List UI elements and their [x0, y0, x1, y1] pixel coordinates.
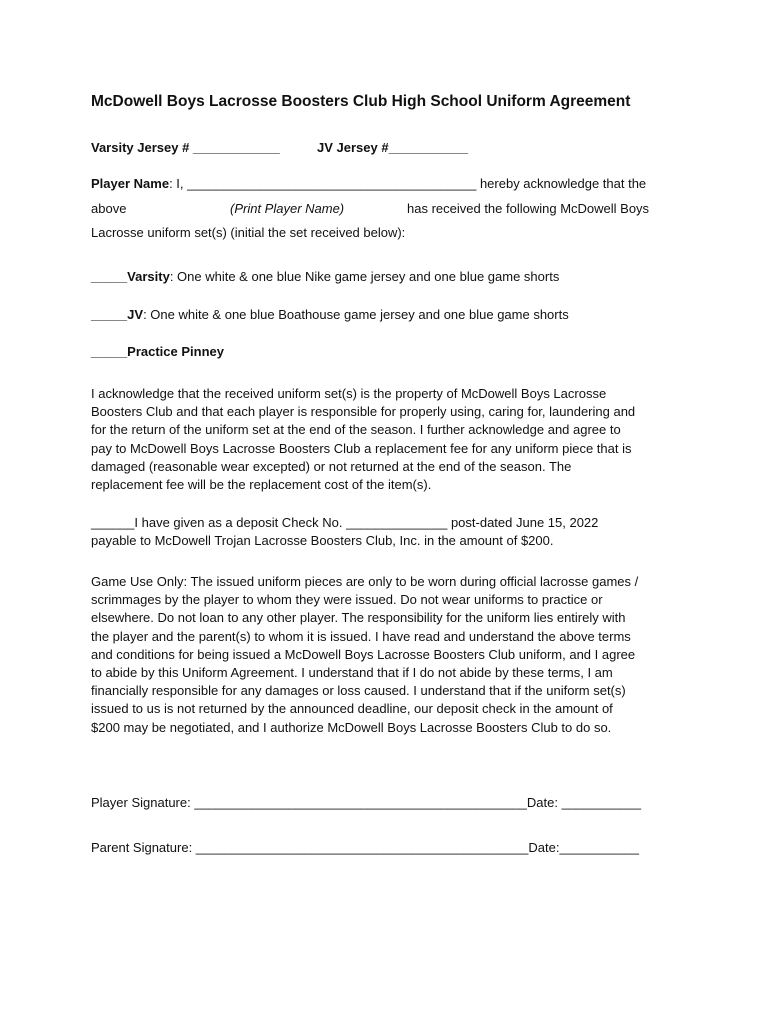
paragraph-line: pay to McDowell Boys Lacrosse Boosters Club a replacement fee for any uniform piece that is [91, 440, 632, 456]
document-title: McDowell Boys Lacrosse Boosters Club High School Uniform Agreement [91, 93, 631, 110]
player-name-label: Player Name [91, 176, 170, 191]
varsity-jersey-blank: ____________ [192, 140, 280, 155]
set-pinney-blank: _____ [91, 344, 128, 359]
paragraph-line: Game Use Only: The issued uniform pieces are only to be worn during official lacrosse games / [91, 574, 639, 589]
above-word: above [91, 201, 127, 216]
paragraph-line: Boosters Club and that each player is responsible for properly using, caring for, laundering and [91, 404, 636, 420]
paragraph-line: scrimmages by the player to whom they were issued. Do not wear uniforms to practice or [91, 592, 603, 608]
set-varsity-blank: _____ [91, 269, 128, 284]
paragraph-line: to abide by this Uniform Agreement. I understand that if I do not abide by these terms, I am [91, 665, 613, 681]
player-name-suffix: hereby acknowledge that the [476, 176, 647, 191]
jv-jersey-label: JV Jersey # [317, 140, 389, 155]
set-jv-desc: : One white & one blue Boathouse game jersey and one blue game shorts [143, 307, 569, 322]
jv-jersey-line [317, 139, 468, 157]
set-varsity-name: Varsity [127, 269, 170, 284]
varsity-jersey-line [91, 139, 280, 157]
parent-signature-line: Parent Signature: ______________________________________________Date:___________ [91, 840, 639, 855]
set-jv-blank: _____ [91, 307, 128, 322]
paragraph-line: replacement fee will be the replacement cost of the item(s). [91, 477, 432, 493]
paragraph-line: $200 may be negotiated, and I authorize McDowell Boys Lacrosse Boosters Club to do so. [91, 719, 612, 735]
set-jv-name: JV [127, 307, 144, 322]
player-name-blank: ________________________________________ [187, 176, 477, 191]
set-jv [91, 306, 569, 324]
player-name-line [91, 175, 646, 193]
paragraph-line: the player and the parent(s) to whom it is issued. I have read and understand the above terms [91, 628, 631, 644]
paragraph-line: ______I have given as a deposit Check No. ______________ post-dated June 15, 2022 [91, 515, 599, 530]
jv-jersey-blank: ___________ [388, 140, 469, 155]
paragraph-line: issued to us is not returned by the announced deadline, our deposit check in the amount of [91, 701, 613, 717]
received-text: has received the following McDowell Boys [407, 201, 650, 216]
paragraph-line: I acknowledge that the received uniform set(s) is the property of McDowell Boys Lacrosse [91, 386, 607, 401]
paragraph-line: damaged (reasonable wear excepted) or not returned at the end of the season. The [91, 458, 572, 474]
player-signature-line: Player Signature: ______________________________________________Date: ___________ [91, 795, 642, 810]
set-varsity [91, 268, 559, 286]
paragraph-line: payable to McDowell Trojan Lacrosse Boosters Club, Inc. in the amount of $200. [91, 533, 554, 549]
game-use-paragraph [91, 573, 691, 737]
deposit-paragraph [91, 514, 691, 550]
set-pinney-name: Practice Pinney [127, 344, 224, 359]
paragraph-line: elsewhere. Do not loan to any other player. The responsibility for the uniform lies entirely with [91, 610, 626, 626]
set-varsity-desc: : One white & one blue Nike game jersey and one blue game shorts [169, 269, 560, 284]
uniform-set-instruction: Lacrosse uniform set(s) (initial the set received below): [91, 225, 406, 240]
varsity-jersey-label: Varsity Jersey # [91, 140, 193, 155]
set-practice-pinney [91, 343, 224, 361]
paragraph-line: and conditions for being issued a McDowell Boys Lacrosse Boosters Club uniform, and I agree [91, 646, 636, 662]
print-player-name-hint: (Print Player Name) [230, 201, 345, 216]
acknowledgement-paragraph [91, 385, 691, 494]
paragraph-line: for the return of the uniform set at the end of the season. I further acknowledge and agree to [91, 422, 621, 438]
paragraph-line: financially responsible for any damages or loss caused. I understand that if the uniform set(s) [91, 683, 626, 699]
player-name-text: : I, [169, 176, 188, 191]
